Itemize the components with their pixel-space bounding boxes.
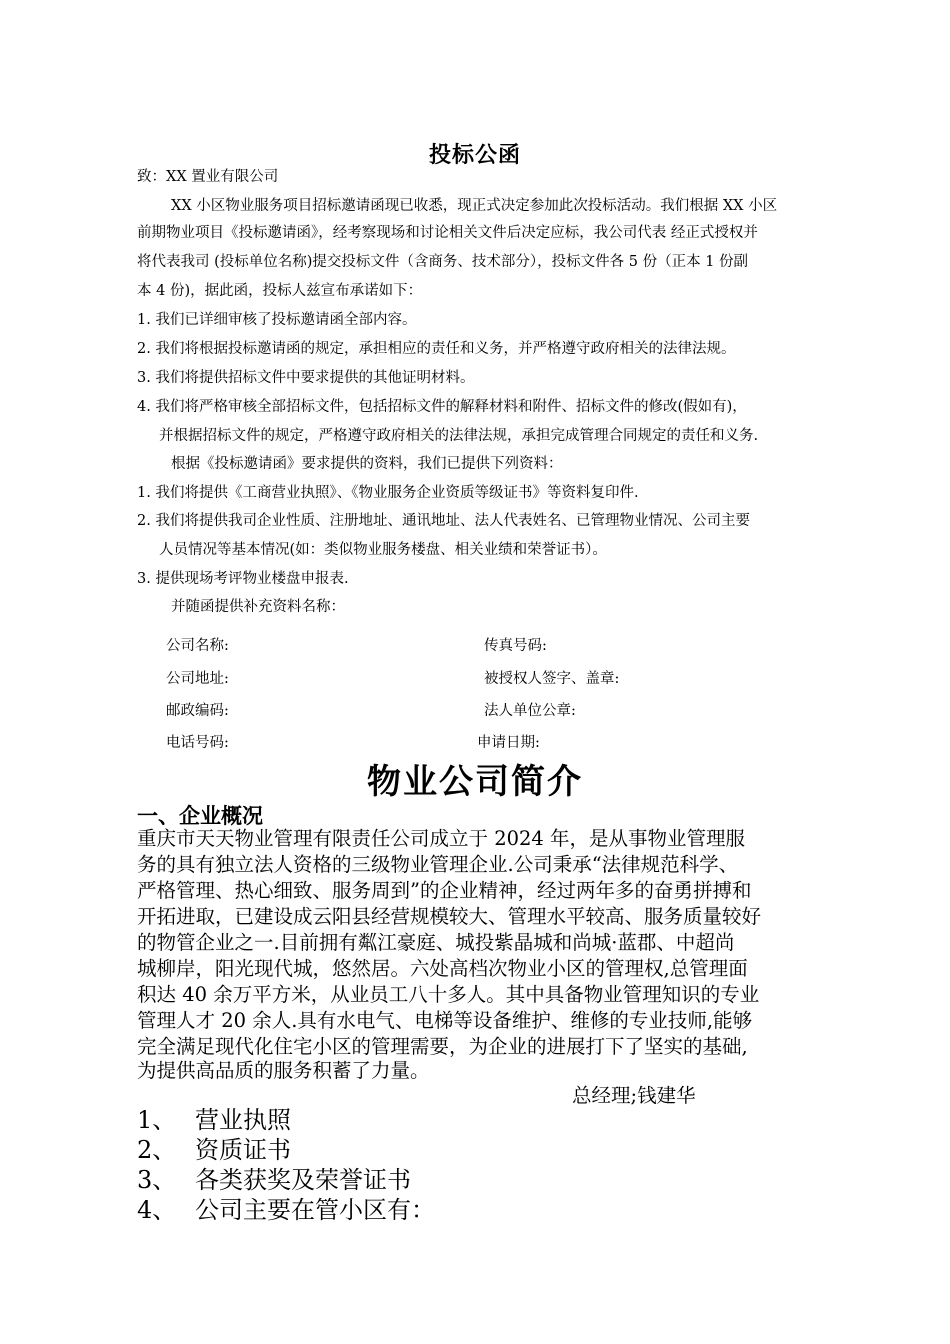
- attachment-item: [137, 1105, 291, 1135]
- field-address: 公司地址:: [166, 671, 229, 687]
- supplement-intro: 并随函提供补充资料名称：: [171, 599, 345, 615]
- intro-paragraph-line: 积达 40 余万平方米，从业员工八十多人。其中具备物业管理知识的专业: [137, 983, 760, 1006]
- field-apply-date: 申请日期:: [477, 735, 540, 751]
- intro-paragraph-line: 完全满足现代化住宅小区的管理需要，为企业的进展打下了坚实的基础,: [137, 1035, 748, 1058]
- promise-item-continued: 并根据招标文件的规定，严格遵守政府相关的法律法规，承担完成管理合同规定的责任和义务.: [159, 428, 759, 444]
- intro-title: 物业公司简介: [367, 762, 583, 802]
- materials-intro: 根据《投标邀请函》要求提供的资料，我们已提供下列资料：: [171, 456, 563, 472]
- letter-body-line: 将代表我司 (投标单位名称)提交投标文件（含商务、技术部分），投标文件各 5 份（正本 1 份副: [137, 254, 749, 270]
- field-company-name: 公司名称:: [166, 638, 229, 654]
- attachment-item: [137, 1135, 291, 1165]
- attachment-number: 4、: [137, 1196, 177, 1224]
- letter-body-line: XX 小区物业服务项目招标邀请函现已收悉，现正式决定参加此次投标活动。我们根据 XX 小区: [171, 198, 778, 214]
- attachment-label: 资质证书: [195, 1136, 291, 1164]
- promise-item: 3. 我们将提供招标文件中要求提供的其他证明材料。: [137, 370, 475, 386]
- letter-title: 投标公函: [428, 142, 521, 168]
- material-item: 3. 提供现场考评物业楼盘申报表.: [137, 571, 349, 587]
- material-item-continued: 人员情况等基本情况(如：类似物业服务楼盘、相关业绩和荣誉证书）。: [159, 542, 607, 558]
- attachment-number: 3、: [137, 1166, 177, 1194]
- intro-paragraph-line: 城柳岸，阳光现代城，悠然居。六处高档次物业小区的管理权,总管理面: [137, 957, 748, 980]
- intro-paragraph-line: 重庆市天天物业管理有限责任公司成立于 2024 年，是从事物业管理服: [137, 827, 746, 850]
- attachment-label: 各类获奖及荣誉证书: [195, 1166, 411, 1194]
- field-phone: 电话号码:: [166, 735, 229, 751]
- manager-signature: 总经理;钱建华: [572, 1084, 696, 1107]
- letter-recipient: 致：XX 置业有限公司: [137, 169, 279, 185]
- attachment-number: 1、: [137, 1106, 177, 1134]
- field-postcode: 邮政编码:: [166, 703, 229, 719]
- promise-item: 1. 我们已详细审核了投标邀请函全部内容。: [137, 312, 417, 328]
- intro-paragraph-line: 务的具有独立法人资格的三级物业管理企业.公司秉承“法律规范科学、: [137, 853, 739, 876]
- section-heading: 一、企业概况: [137, 803, 263, 828]
- field-fax: 传真号码:: [484, 638, 547, 654]
- intro-paragraph-line: 的物管企业之一.目前拥有粼江豪庭、城投紫晶城和尚城·蓝郡、中超尚: [137, 931, 735, 954]
- attachment-item: [137, 1165, 411, 1195]
- promise-item: 2. 我们将根据投标邀请函的规定，承担相应的责任和义务，并严格遵守政府相关的法律法规。: [137, 341, 736, 357]
- promise-item: 4. 我们将严格审核全部招标文件，包括招标文件的解释材料和附件、招标文件的修改(假如有)，: [137, 399, 747, 415]
- material-item: 2. 我们将提供我司企业性质、注册地址、通讯地址、法人代表姓名、已管理物业情况、公司主要: [137, 513, 750, 529]
- intro-paragraph-line: 管理人才 20 余人.具有水电气、电梯等设备维护、维修的专业技师,能够: [137, 1009, 753, 1032]
- intro-paragraph-line: 开拓进取，已建设成云阳县经营规模较大、管理水平较高、服务质量较好: [137, 905, 762, 928]
- field-legal-seal: 法人单位公章:: [484, 703, 576, 719]
- letter-body-line: 前期物业项目《投标邀请函》，经考察现场和讨论相关文件后决定应标，我公司代表 经正式授权并: [137, 225, 758, 241]
- attachment-number: 2、: [137, 1136, 177, 1164]
- material-item: 1. 我们将提供《工商营业执照》、《物业服务企业资质等级证书》等资料复印件.: [137, 485, 639, 501]
- attachment-label: 公司主要在管小区有：: [195, 1196, 435, 1224]
- field-authorized-sign: 被授权人签字、盖章:: [484, 671, 620, 687]
- intro-paragraph-line: 为提供高品质的服务积蓄了力量。: [137, 1059, 430, 1082]
- attachment-label: 营业执照: [195, 1106, 291, 1134]
- attachment-item: [137, 1195, 435, 1225]
- intro-paragraph-line: 严格管理、热心细致、服务周到”的企业精神，经过两年多的奋勇拼搏和: [137, 879, 752, 902]
- letter-body-line: 本 4 份)，据此函，投标人兹宣布承诺如下：: [137, 283, 423, 299]
